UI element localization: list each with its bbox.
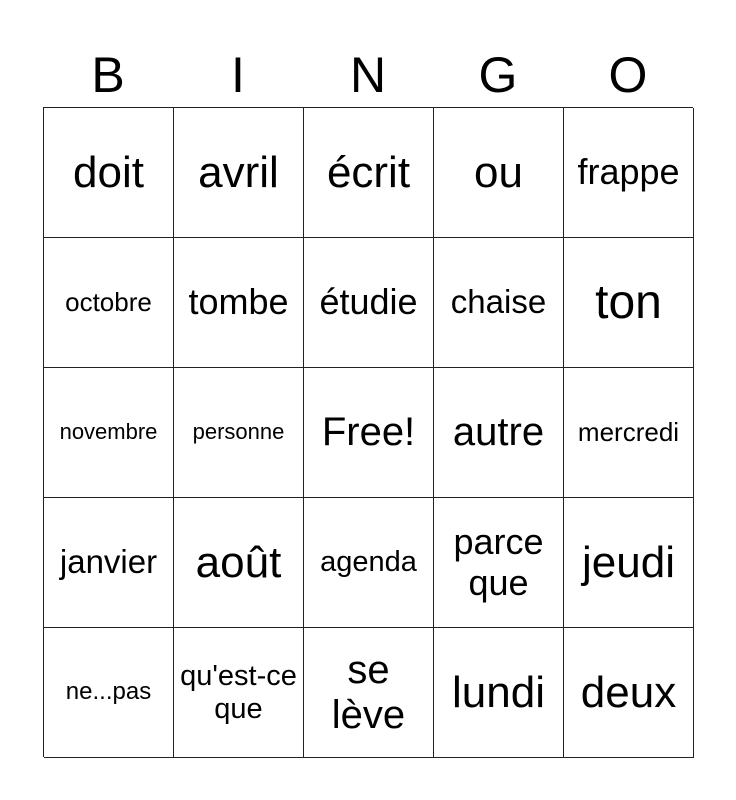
cell-word: autre bbox=[452, 410, 545, 455]
header-letter-n: N bbox=[349, 47, 387, 103]
bingo-cell-r3c2[interactable] bbox=[174, 368, 304, 498]
cell-word: tombe bbox=[188, 281, 289, 323]
bingo-cell-r1c5[interactable] bbox=[564, 108, 694, 238]
bingo-cell-r4c2[interactable] bbox=[174, 498, 304, 628]
cell-word: avril bbox=[198, 147, 279, 197]
bingo-cell-r1c2[interactable] bbox=[174, 108, 304, 238]
cell-word: ou bbox=[474, 147, 523, 197]
cell-word: jeudi bbox=[582, 537, 675, 587]
cell-word: agenda bbox=[320, 546, 417, 579]
bingo-cell-r5c1[interactable] bbox=[44, 628, 174, 758]
bingo-header bbox=[43, 46, 693, 104]
bingo-cell-r3c5[interactable] bbox=[564, 368, 694, 498]
cell-word: qu'est-ce que bbox=[180, 660, 297, 725]
bingo-cell-r5c3[interactable] bbox=[304, 628, 434, 758]
bingo-cell-r4c3[interactable] bbox=[304, 498, 434, 628]
bingo-cell-r2c4[interactable] bbox=[434, 238, 564, 368]
bingo-cell-r3c3[interactable] bbox=[304, 368, 434, 498]
bingo-cell-r2c2[interactable] bbox=[174, 238, 304, 368]
bingo-cell-r5c4[interactable] bbox=[434, 628, 564, 758]
free-space-label: Free! bbox=[321, 410, 416, 455]
cell-word: personne bbox=[192, 419, 285, 445]
header-letter-i: I bbox=[231, 47, 245, 103]
cell-word: chaise bbox=[450, 283, 547, 321]
cell-word: parce que bbox=[453, 521, 544, 603]
bingo-cell-r2c5[interactable] bbox=[564, 238, 694, 368]
cell-word: se lève bbox=[331, 647, 406, 737]
bingo-cell-r5c5[interactable] bbox=[564, 628, 694, 758]
cell-word: novembre bbox=[59, 419, 158, 445]
cell-word: frappe bbox=[577, 151, 680, 193]
cell-word: écrit bbox=[326, 147, 411, 197]
cell-word: ton bbox=[595, 275, 662, 329]
cell-word: deux bbox=[580, 667, 677, 717]
bingo-cell-r4c5[interactable] bbox=[564, 498, 694, 628]
header-letter-b: B bbox=[91, 47, 125, 103]
header-letter-o: O bbox=[608, 47, 648, 103]
bingo-cell-r1c1[interactable] bbox=[44, 108, 174, 238]
bingo-cell-r1c3[interactable] bbox=[304, 108, 434, 238]
bingo-cell-r5c2[interactable] bbox=[174, 628, 304, 758]
cell-word: octobre bbox=[65, 286, 152, 317]
cell-word: ne...pas bbox=[65, 678, 152, 706]
bingo-cell-r3c4[interactable] bbox=[434, 368, 564, 498]
cell-word: doit bbox=[73, 147, 144, 197]
cell-word: étudie bbox=[319, 281, 418, 323]
bingo-cell-r3c1[interactable] bbox=[44, 368, 174, 498]
bingo-board bbox=[43, 107, 693, 757]
bingo-cell-r4c4[interactable] bbox=[434, 498, 564, 628]
cell-word: janvier bbox=[59, 543, 158, 581]
bingo-cell-r4c1[interactable] bbox=[44, 498, 174, 628]
bingo-cell-r1c4[interactable] bbox=[434, 108, 564, 238]
bingo-cell-r2c1[interactable] bbox=[44, 238, 174, 368]
header-letter-g: G bbox=[478, 47, 518, 103]
cell-word: lundi bbox=[452, 667, 545, 717]
cell-word: mercredi bbox=[577, 416, 680, 447]
cell-word: août bbox=[195, 537, 282, 587]
bingo-cell-r2c3[interactable] bbox=[304, 238, 434, 368]
